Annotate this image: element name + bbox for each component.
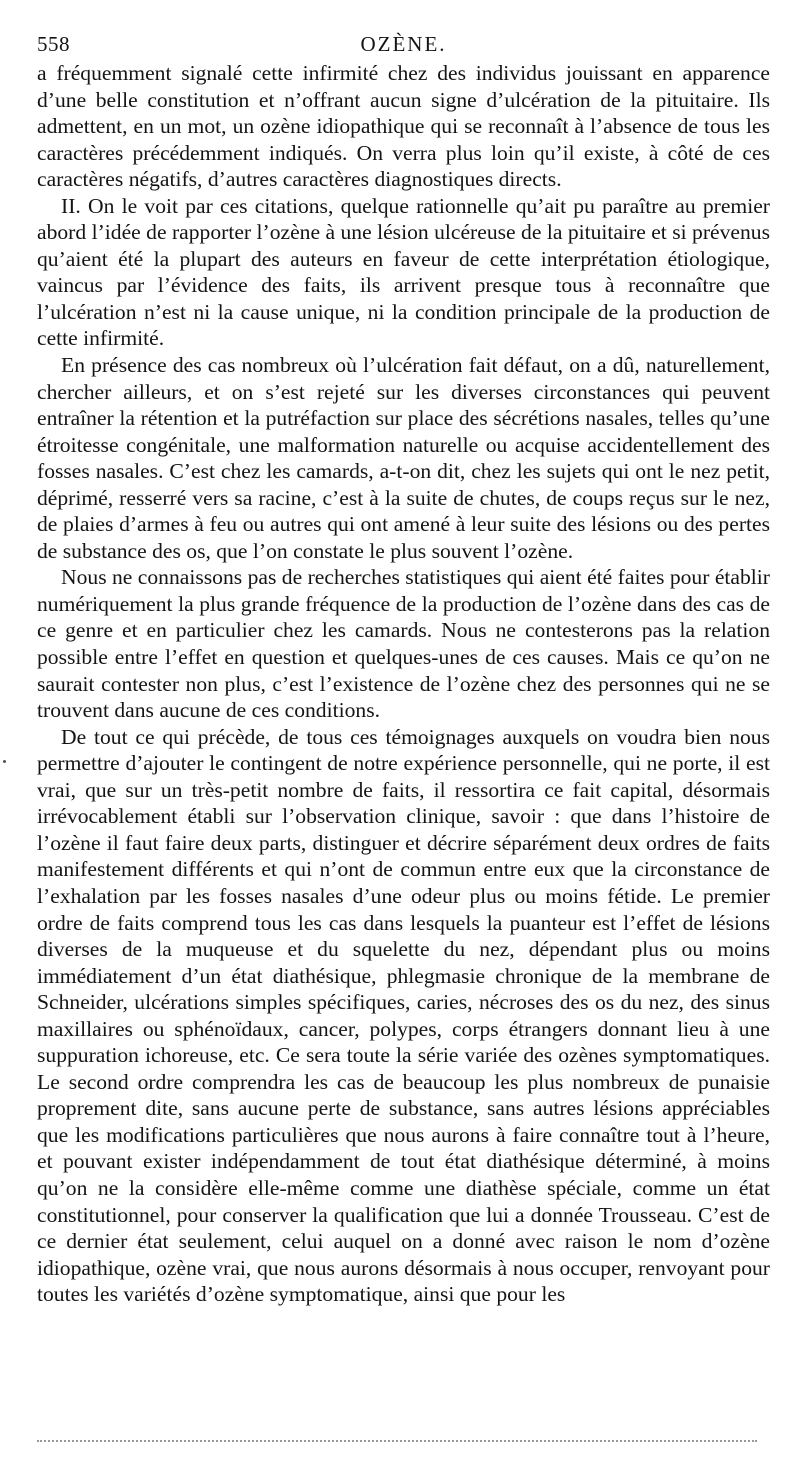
page-number: 558 bbox=[37, 32, 70, 56]
page-header bbox=[37, 28, 770, 60]
running-title: OZÈNE. bbox=[360, 32, 447, 56]
paragraph: a fréquemment signalé cette infirmité chez des individus jouissant en apparence d’une belle constitution et n’offrant aucun signe d’ulcération de la pituitaire. Ils admettent, en un mot, un ozène idiopathique qui se reconnaît à l’absence de tous les caractères précédemment indiqués. On verra plus loin qu’il existe, à côté de ces caractères négatifs, d’autres caractères diagnostiques directs. bbox=[37, 61, 770, 192]
footnote-rule bbox=[37, 1440, 757, 1442]
body-text bbox=[37, 60, 770, 1308]
paragraph: En présence des cas nombreux où l’ulcération fait défaut, on a dû, naturellement, chercher ailleurs, et on s’est rejeté sur les diverses circonstances qui peuvent entraîner la rétention et la putréfaction sur place des sécrétions nasales, telles qu’une étroitesse congénitale, une malformation naturelle ou acquise accidentellement des fosses nasales. C’est chez les camards, a-t-on dit, chez les sujets qui ont le nez petit, déprimé, resserré vers sa racine, c’est à la suite de chutes, de coups reçus sur le nez, de plaies d’armes à feu ou autres qui ont amené à leur suite des lésions ou des pertes de substance des os, que l’on constate le plus souvent l’ozène. bbox=[37, 353, 770, 563]
paragraph: II. On le voit par ces citations, quelque rationnelle qu’ait pu paraître au premier abord l’idée de rapporter l’ozène à une lésion ulcéreuse de la pituitaire et si prévenus qu’aient été la plupart des auteurs en faveur de cette interprétation étiologique, vaincus par l’évidence des faits, ils arrivent presque tous à reconnaître que l’ulcération n’est ni la cause unique, ni la condition principale de la production de cette infirmité. bbox=[37, 193, 770, 351]
margin-speck bbox=[3, 760, 6, 763]
paragraph: Nous ne connaissons pas de recherches statistiques qui aient été faites pour établir numériquement la plus grande fréquence de la production de l’ozène dans des cas de ce genre et en particulier chez les camards. Nous ne contesterons pas la relation possible entre l’effet en question et quelques-unes de ces causes. Mais ce qu’on ne saurait contester non plus, c’est l’existence de l’ozène chez des personnes qui ne se trouvent dans aucune de ces conditions. bbox=[37, 565, 770, 723]
paragraph: De tout ce qui précède, de tous ces témoignages auxquels on voudra bien nous permettre d’ajouter le contingent de notre expérience personnelle, qui ne porte, il est vrai, que sur un très-petit nombre de faits, il ressortira ce fait capital, désormais irrévocablement établi sur l’observation clinique, savoir : que dans l’histoire de l’ozène il faut faire deux parts, distinguer et décrire séparément deux ordres de faits manifestement différents et qui n’ont de commun entre eux que la circonstance de l’exhalation par les fosses nasales d’une odeur plus ou moins fétide. Le premier ordre de faits comprend tous les cas dans lesquels la puanteur est l’effet de lésions diverses de la muqueuse et du squelette du nez, dépendant plus ou moins immédiatement d’un état diathésique, phlegmasie chronique de la membrane de Schneider, ulcérations simples spécifiques, caries, nécroses des os du nez, des sinus maxillaires ou sphénoïdaux, cancer, polypes, corps étrangers donnant lieu à une suppuration ichoreuse, etc. Ce sera toute la série variée des ozènes symptomatiques. Le second ordre comprendra les cas de beaucoup les plus nombreux de punaisie proprement dite, sans aucune perte de substance, sans autres lésions appréciables que les modifications particulières que nous aurons à faire connaître tout à l’heure, et pouvant exister indépendamment de tout état diathésique déterminé, à moins qu’on ne la considère elle-même comme une diathèse spéciale, comme un état constitutionnel, pour conserver la qualification que lui a donnée Trousseau. C’est de ce dernier état seulement, celui auquel on a donné avec raison le nom d’ozène idiopathique, ozène vrai, que nous aurons désormais à nous occuper, renvoyant pour toutes les variétés d’ozène symptomatique, ainsi que pour les bbox=[37, 724, 770, 1307]
book-page bbox=[37, 28, 770, 1308]
